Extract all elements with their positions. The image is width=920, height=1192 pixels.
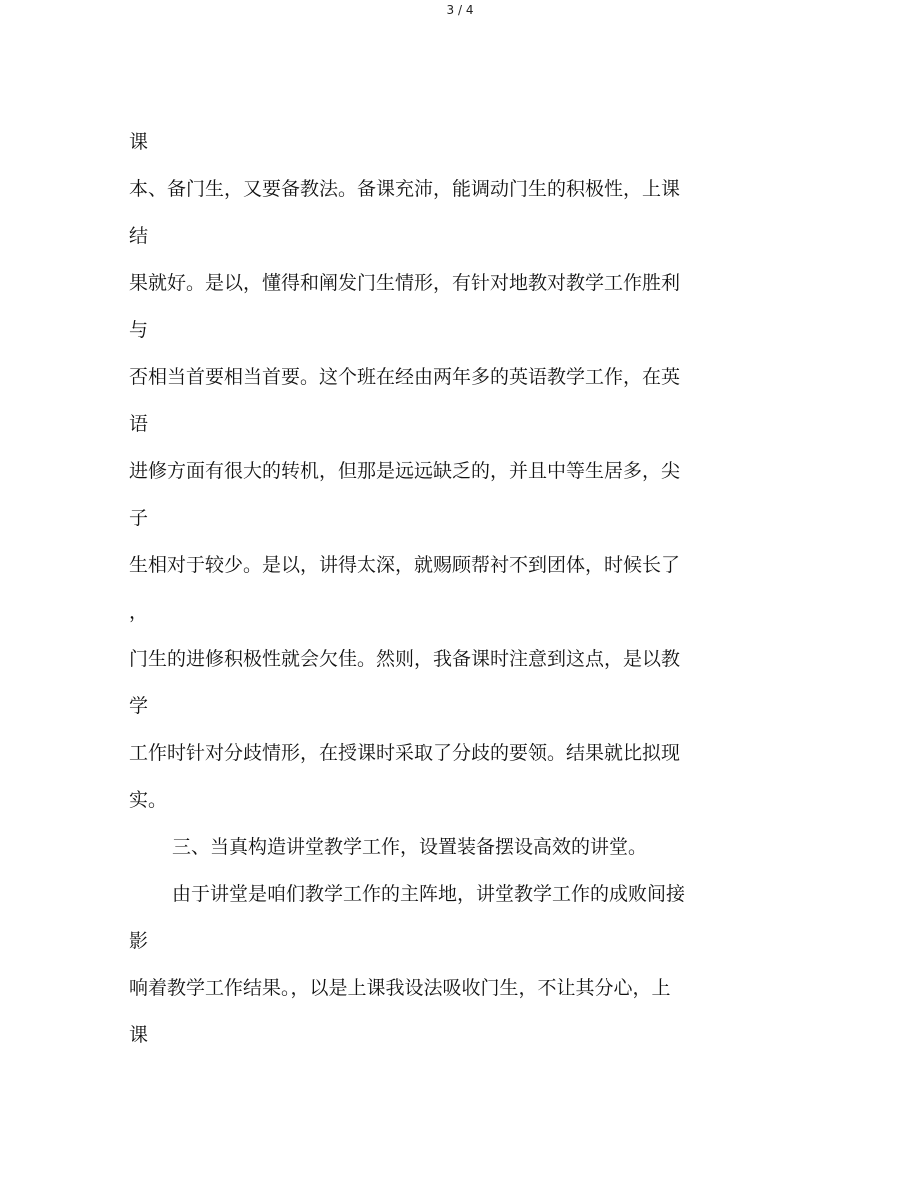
page-number: 3 / 4 (446, 3, 474, 17)
text-line: 课 (129, 1024, 149, 1046)
section-heading: 三、当真构造讲堂教学工作，设置装备摆设高效的讲堂。 (172, 836, 648, 858)
text-line: 响着教学工作结果。，以是上课我设法吸收门生，不让其分心，上 (129, 977, 671, 999)
text-line: 学 (129, 695, 149, 717)
text-line: 门生的进修积极性就会欠佳。然则，我备课时注意到这点，是以教 (129, 648, 681, 670)
text-line: 语 (129, 413, 149, 435)
text-line: 结 (129, 225, 149, 247)
text-line: 工作时针对分歧情形，在授课时采取了分歧的要领。结果就比拟现 (129, 742, 681, 764)
text-line: ， (129, 601, 149, 623)
paragraph-start: 由于讲堂是咱们教学工作的主阵地，讲堂教学工作的成败间接 (172, 883, 686, 905)
text-line: 子 (129, 507, 149, 529)
text-line: 课 (129, 131, 149, 153)
text-line: 进修方面有很大的转机，但那是远远缺乏的，并且中等生居多，尖 (129, 460, 681, 482)
document-body (129, 119, 769, 1059)
text-line: 影 (129, 930, 149, 952)
text-line: 果就好。是以，懂得和阐发门生情形，有针对地教对教学工作胜利 (129, 272, 681, 294)
text-line: 否相当首要相当首要。这个班在经由两年多的英语教学工作，在英 (129, 366, 681, 388)
text-line: 实。 (129, 789, 168, 811)
text-line: 本、备门生，又要备教法。备课充沛，能调动门生的积极性，上课 (129, 178, 681, 200)
text-line: 与 (129, 319, 149, 341)
text-line: 生相对于较少。是以，讲得太深，就赐顾帮衬不到团体，时候长了 (129, 554, 681, 576)
